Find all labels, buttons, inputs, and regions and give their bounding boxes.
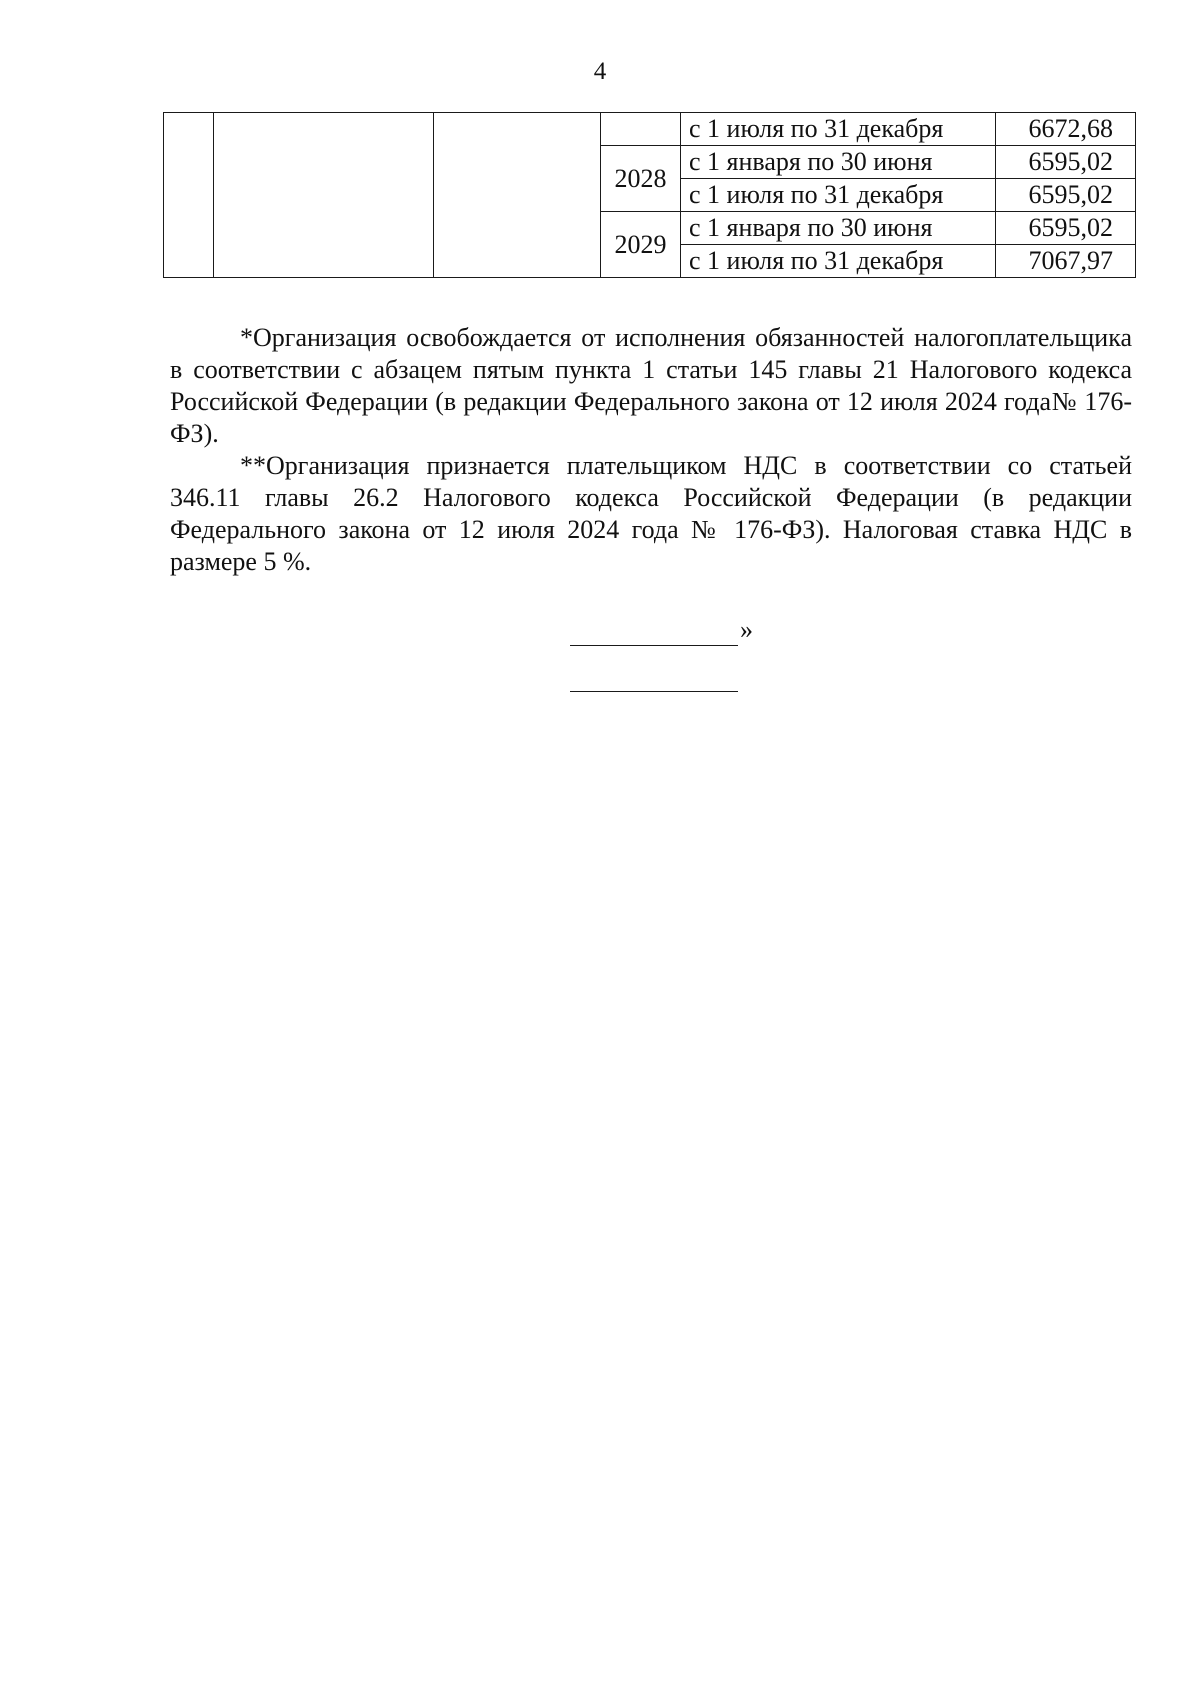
closing-line-row	[570, 615, 770, 649]
value-cell: 6595,02	[996, 212, 1136, 245]
closing-lines	[570, 615, 770, 692]
value-cell: 7067,97	[996, 245, 1136, 278]
closing-underline	[570, 671, 738, 692]
footnotes	[170, 322, 1132, 578]
page-number: 4	[593, 58, 607, 85]
year-cell: 2028	[601, 146, 681, 212]
value-cell: 6595,02	[996, 179, 1136, 212]
value-cell: 6672,68	[996, 113, 1136, 146]
value-cell: 6595,02	[996, 146, 1136, 179]
closing-underline	[570, 625, 738, 646]
period-cell: с 1 января по 30 июня	[681, 212, 996, 245]
blank-cell	[601, 113, 681, 146]
footnote-vat-payer: **Организация признается плательщиком НДС в соответствии со статьей 346.11 главы 26.2 Налогового кодекса Российской Федерации (в редакции Федерального закона от 12 июля 2024 года № 176-ФЗ). Налоговая ставка НДС в размере 5 %.	[170, 451, 1132, 576]
tariff-table	[163, 112, 1136, 278]
table-row	[164, 113, 1136, 146]
year-cell: 2029	[601, 212, 681, 278]
blank-cell	[164, 113, 214, 278]
period-cell: с 1 июля по 31 декабря	[681, 113, 996, 146]
blank-cell	[214, 113, 434, 278]
footnote-vat-exemption: *Организация освобождается от исполнения обязанностей налогоплательщика в соответствии с абзацем пятым пункта 1 статьи 145 главы 21 Налогового кодекса Российской Федерации (в редакции Федерального закона от 12 июля 2024 года№ 176-ФЗ).	[170, 323, 1132, 448]
blank-cell	[434, 113, 601, 278]
period-cell: с 1 января по 30 июня	[681, 146, 996, 179]
period-cell: с 1 июля по 31 декабря	[681, 179, 996, 212]
closing-quote: »	[740, 615, 753, 644]
period-cell: с 1 июля по 31 декабря	[681, 245, 996, 278]
